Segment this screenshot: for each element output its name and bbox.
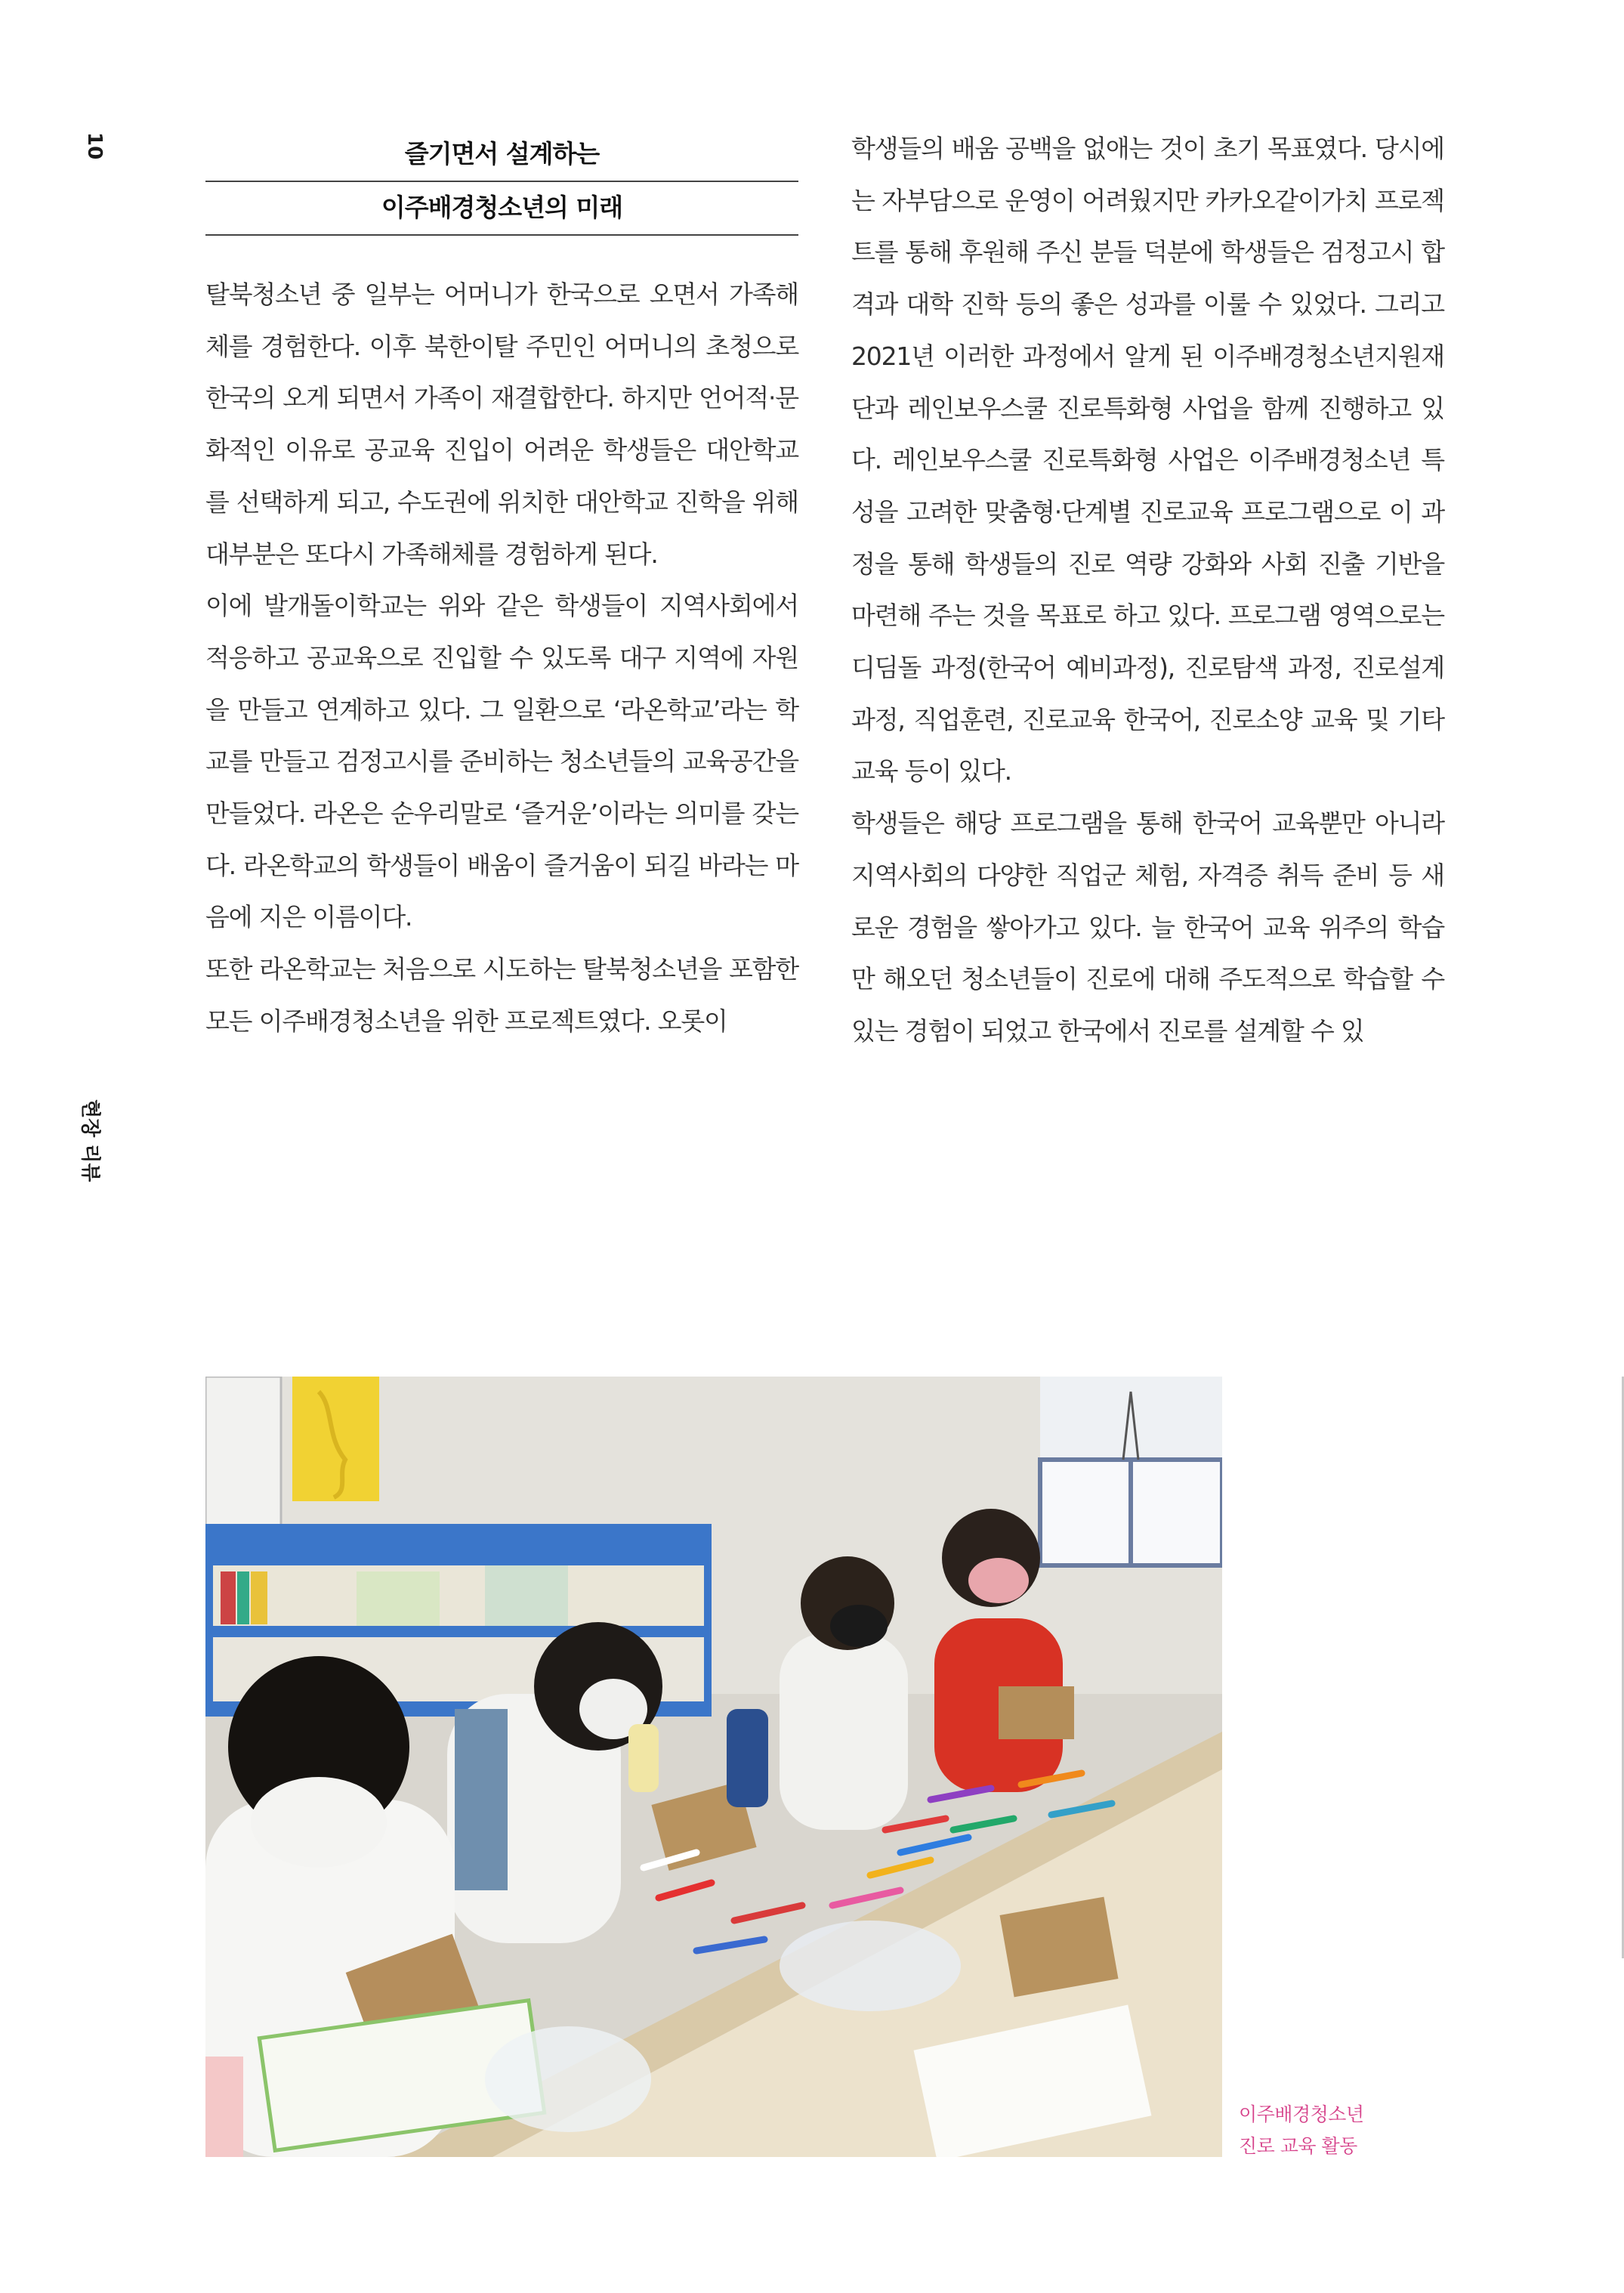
paragraph: 학생들의 배움 공백을 없애는 것이 초기 목표였다. 당시에는 자부담으로 운영이 어려웠지만 카카오같이가치 프로젝트를 통해 후원해 주신 분들 덕분에 학생들은 검정고시 합격과 대학 진학 등의 좋은 성과를 이룰 수 있었다. 그리고 2021년 이러한 과정에서 알게 된 이주배경청소년지원재단과 레인보우스쿨 진로특화형 사업을 함께 진행하고 있다. 레인보우스쿨 진로특화형 사업은 이주배경청소년 특성을 고려한 맞춤형·단계별 진로교육 프로그램으로 이 과정을 통해 학생들의 진로 역량 강화와 사회 진출 기반을 마련해 주는 것을 목표로 하고 있다. 프로그램 영역으로는 디딤돌 과정(한국어 예비과정), 진로탐색 과정, 진로설계 과정, 직업훈련, 진로교육 한국어, 진로소양 교육 및 기타 교육 등이 있다. (851, 134, 1444, 786)
paragraph: 학생들은 해당 프로그램을 통해 한국어 교육뿐만 아니라 지역사회의 다양한 직업군 체험, 자격증 취득 준비 등 새로운 경험을 쌓아가고 있다. 늘 한국어 교육 위주의 학습만 해오던 청소년들이 진로에 대해 주도적으로 학습할 수 있는 경험이 되었고 한국에서 진로를 설계할 수 있 (851, 808, 1444, 1046)
left-text-column (205, 269, 798, 1048)
headline-line-1: 즐기면서 설계하는 (404, 139, 600, 168)
article-headline (205, 128, 798, 236)
paragraph: 탈북청소년 중 일부는 어머니가 한국으로 오면서 가족해체를 경험한다. 이후 북한이탈 주민인 어머니의 초청으로 한국의 오게 되면서 가족이 재결합한다. 하지만 언어적·문화적인 이유로 공교육 진입이 어려운 학생들은 대안학교를 선택하게 되고, 수도권에 위치한 대안학교 진학을 위해 대부분은 또다시 가족해체를 경험하게 된다. (205, 280, 798, 569)
headline-line-2: 이주배경청소년의 미래 (381, 193, 623, 222)
right-text-column (851, 123, 1444, 1058)
photo-caption (1239, 2099, 1364, 2162)
classroom-photo (205, 1377, 1222, 2157)
paragraph: 또한 라온학교는 처음으로 시도하는 탈북청소년을 포함한 모든 이주배경청소년을 위한 프로젝트였다. 오롯이 (205, 954, 798, 1036)
page-number: 10 (83, 132, 106, 160)
caption-line-1: 이주배경청소년 (1239, 2103, 1364, 2125)
paragraph: 이에 발개돌이학교는 위와 같은 학생들이 지역사회에서 적응하고 공교육으로 진입할 수 있도록 대구 지역에 자원을 만들고 연계하고 있다. 그 일환으로 ‘라온학교’라는 학교를 만들고 검정고시를 준비하는 청소년들의 교육공간을 만들었다. 라온은 순우리말로 ‘즐거운’이라는 의미를 갖는다. 라온학교의 학생들이 배움이 즐거움이 되길 바라는 마음에 지은 이름이다. (205, 591, 798, 932)
headline-divider-bottom (205, 234, 798, 236)
caption-line-2: 진로 교육 활동 (1239, 2135, 1357, 2157)
section-label: 현장 리뷰 (79, 1099, 101, 1182)
